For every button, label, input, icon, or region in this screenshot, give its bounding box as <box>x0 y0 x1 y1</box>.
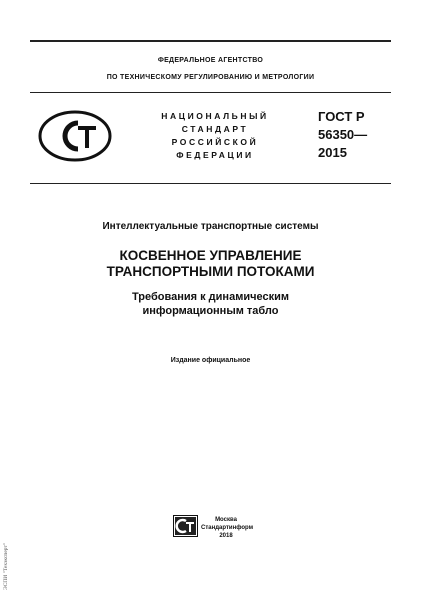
requirements-line: информационным табло <box>142 305 279 317</box>
agency-line-1: ФЕДЕРАЛЬНОЕ АГЕНТСТВО <box>157 57 264 64</box>
margin-watermark-note: ЭСПИ "Техэксперт" <box>3 542 9 590</box>
standard-number <box>318 108 398 162</box>
number-line: 2015 <box>318 145 347 160</box>
title-line: КОСВЕННОЕ УПРАВЛЕНИЕ <box>119 248 302 263</box>
kind-line: РОССИЙСКОЙ <box>171 137 259 147</box>
series-subtitle: Интеллектуальные транспортные системы <box>102 221 319 232</box>
gost-r-emblem-icon <box>38 110 112 162</box>
requirements-title <box>30 290 391 318</box>
publisher-info <box>201 516 254 540</box>
publisher-city: Москва <box>215 517 237 523</box>
national-standard-label <box>145 110 285 162</box>
standartinform-logo-icon <box>173 515 198 537</box>
kind-line: СТАНДАРТ <box>181 124 249 134</box>
kind-line: ФЕДЕРАЦИИ <box>176 150 254 160</box>
kind-line: НАЦИОНАЛЬНЫЙ <box>161 111 269 121</box>
publisher-year: 2018 <box>219 533 233 539</box>
agency-line-2: ПО ТЕХНИЧЕСКОМУ РЕГУЛИРОВАНИЮ И МЕТРОЛОГИИ <box>106 74 315 81</box>
top-rule <box>30 40 391 42</box>
document-title <box>30 248 391 280</box>
middle-rule <box>30 92 391 93</box>
number-line: ГОСТ Р <box>318 109 365 124</box>
requirements-line: Требования к динамическим <box>132 291 289 303</box>
bottom-rule <box>30 183 391 184</box>
title-line: ТРАНСПОРТНЫМИ ПОТОКАМИ <box>106 264 315 279</box>
publisher-name: Стандартинформ <box>201 525 254 531</box>
edition-label: Издание официальное <box>170 357 251 364</box>
number-line: 56350— <box>318 127 368 142</box>
